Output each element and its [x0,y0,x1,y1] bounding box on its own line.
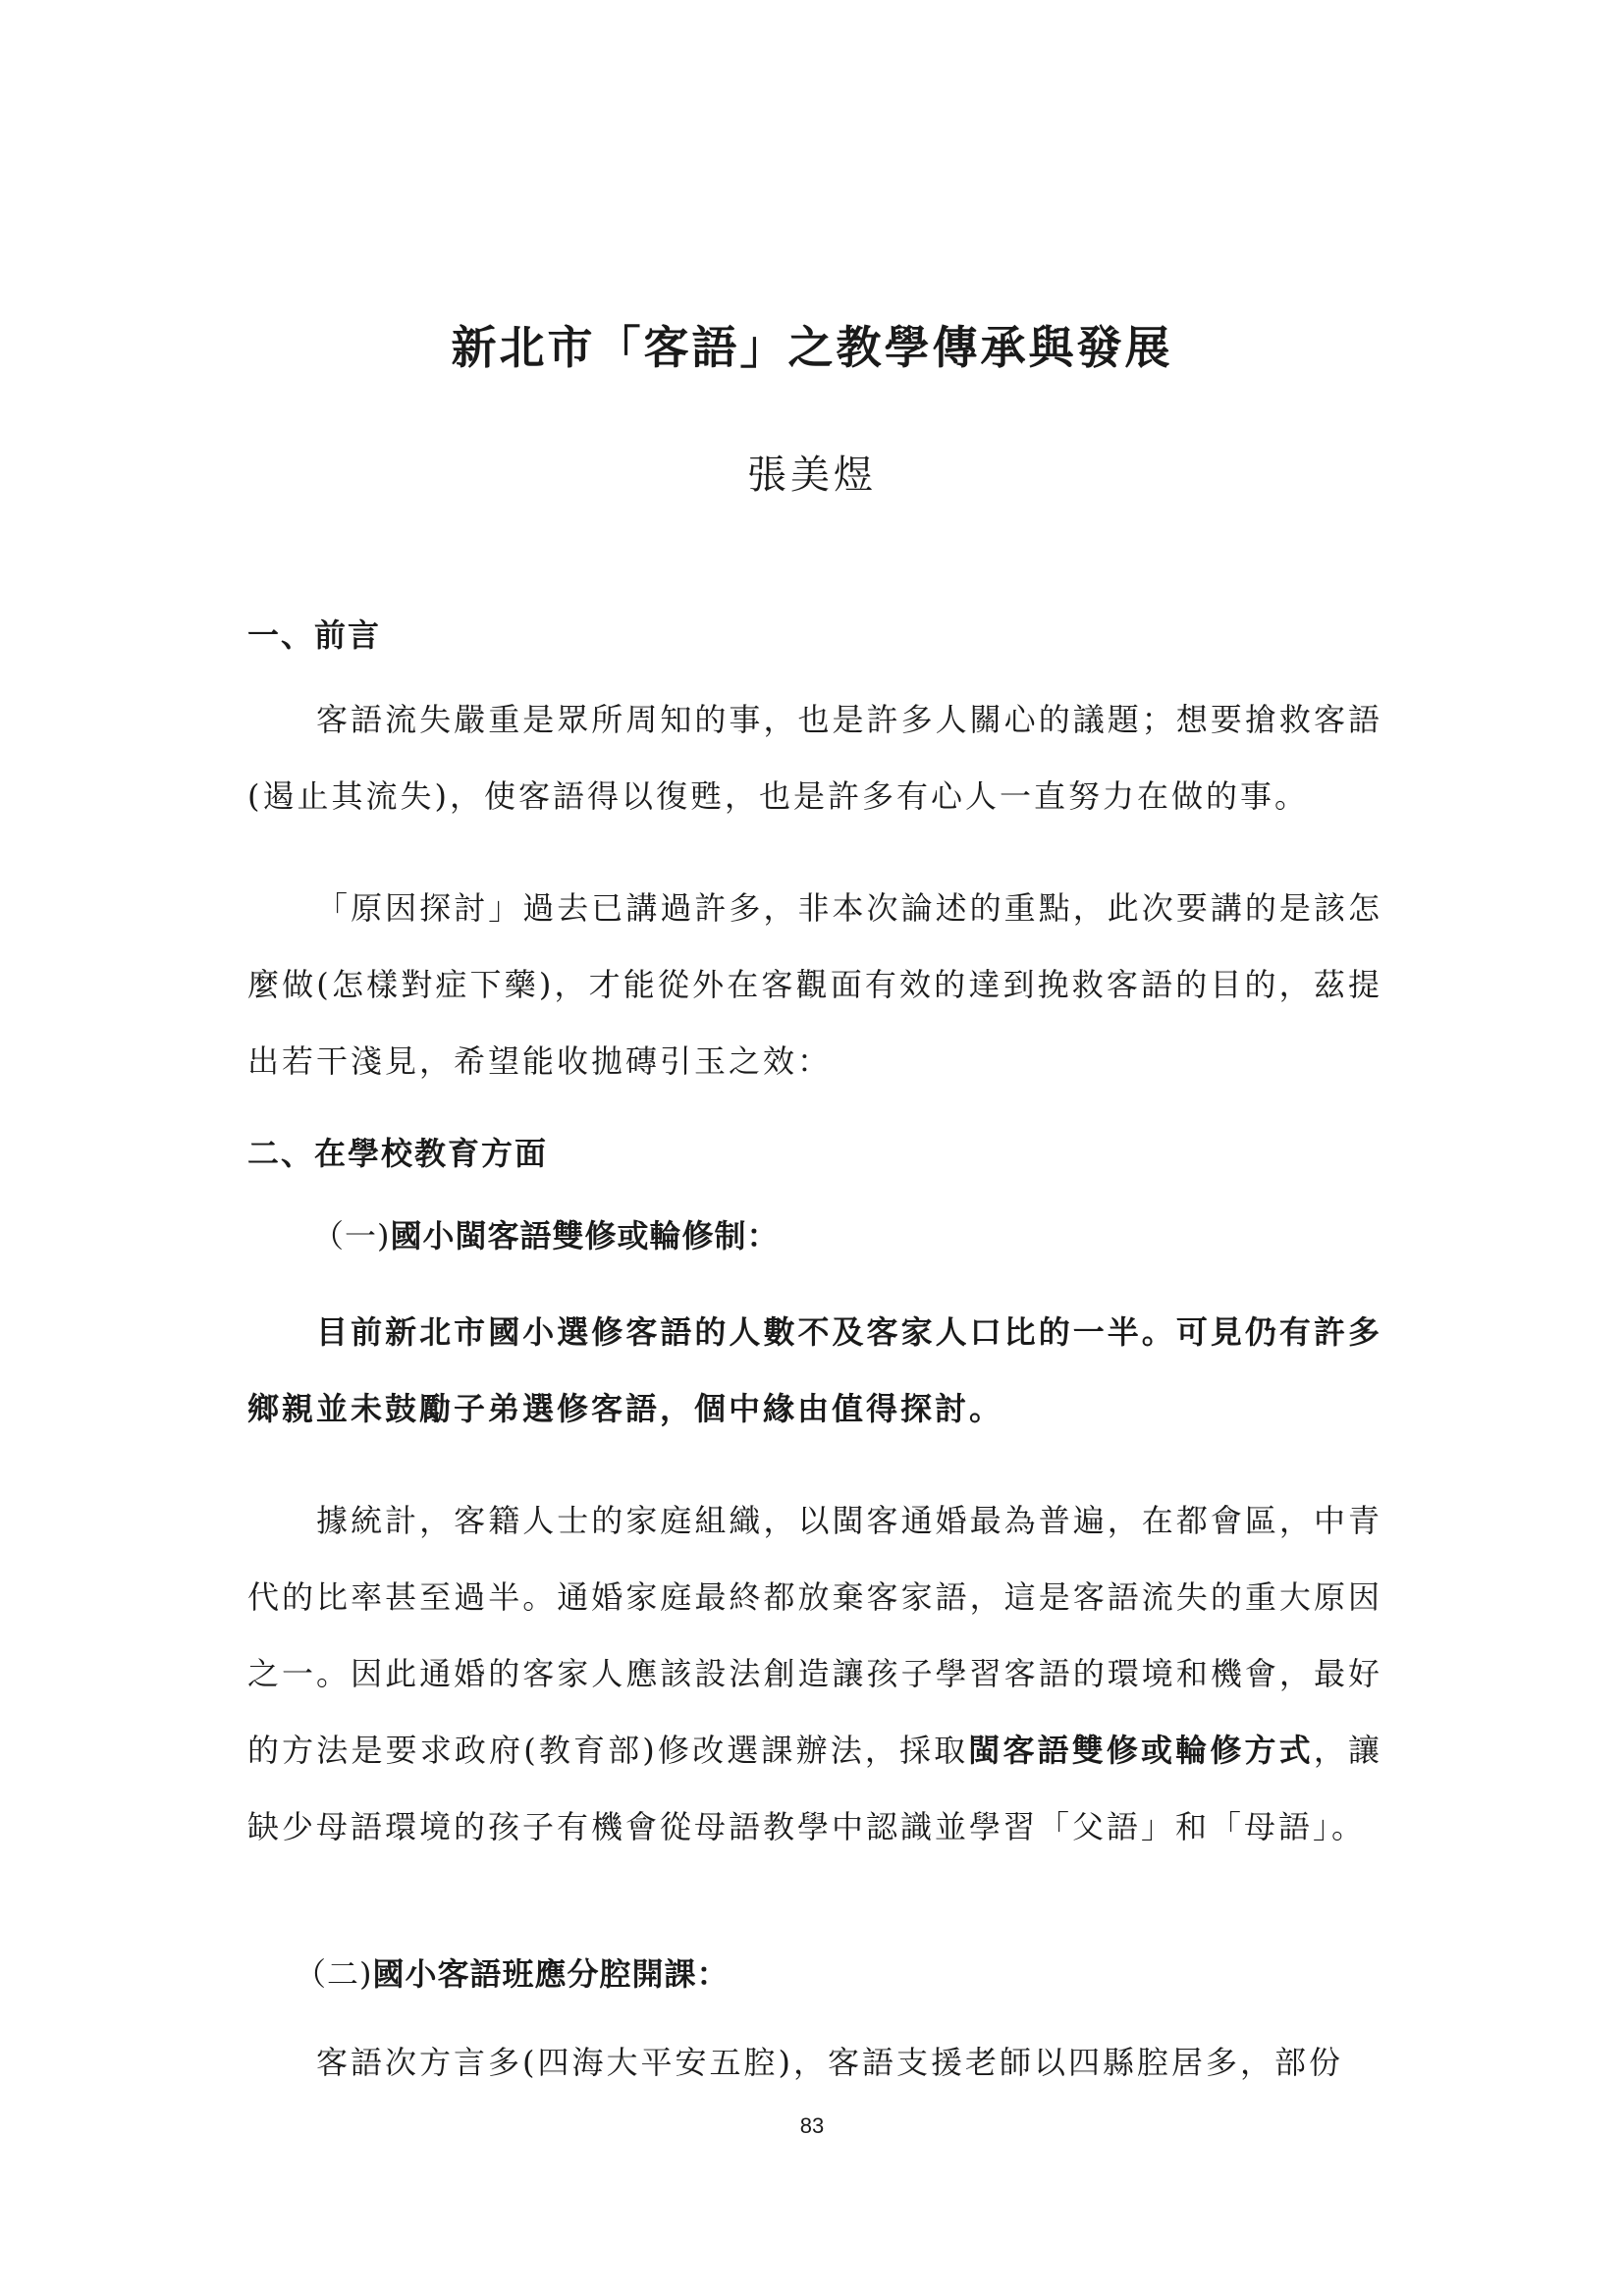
paragraph-intro-1 [247,681,1382,834]
paragraph-text: 據統計，客籍人士的家庭組織，以閩客通婚最為普遍，在都會區，中青代的比率甚至過半。通婚家庭最終都放棄客家語，這是客語流失的重大原因之一。因此通婚的客家人應該設法創造讓孩子學習客語的環境和機會，最好的方法是要求政府(教育部)修改選課辦法，採取 [247,1502,1382,1769]
document-title: 新北市「客語」之教學傳承與發展 [451,321,1173,374]
paragraph-dialects [247,2024,1382,2101]
paragraph-text: 「原因探討」過去已講過許多，非本次論述的重點，此次要講的是該怎麼做(怎樣對症下藥)，才能從外在客觀面有效的達到挽救客語的目的，茲提出若干淺見，希望能收拋磚引玉之效： [247,889,1382,1080]
paragraph-text: 目前新北市國小選修客語的人數不及客家人口比的一半。可見仍有許多鄉親並未鼓勵子弟選修客語，個中緣由值得探討。 [247,1313,1382,1427]
section-heading-intro: 一、前言 [247,616,382,654]
subsection-number: （二) [295,1955,373,1993]
page-number: 83 [799,2113,825,2138]
section-heading-school: 二、在學校教育方面 [247,1135,549,1172]
paragraph-text: 客語流失嚴重是眾所周知的事，也是許多人關心的議題；想要搶救客語(遏止其流失)，使客語得以復甦，也是許多有心人一直努力在做的事。 [247,701,1382,815]
subsection-heading-2 [295,1949,730,1995]
paragraph-emphasis: 閩客語雙修或輪修方式 [968,1732,1314,1769]
subsection-heading-1 [312,1211,780,1256]
paragraph-text: 客語次方言多(四海大平安五腔)，客語支援老師以四縣腔居多，部份 [316,2044,1343,2081]
subsection-title: 國小客語班應分腔開課： [372,1955,730,1993]
author-name: 張美煜 [747,453,877,498]
paragraph-bold-statement [247,1294,1382,1447]
paragraph-intro-2 [247,870,1382,1099]
subsection-number: （一) [312,1217,391,1255]
paragraph-statistics [247,1482,1382,1865]
paragraph-text: ，讓缺少母語環境的孩子有機會從母語教學中認識並學習「父語」和「母語」。 [247,1732,1382,1845]
subsection-title: 國小閩客語雙修或輪修制： [390,1217,780,1255]
